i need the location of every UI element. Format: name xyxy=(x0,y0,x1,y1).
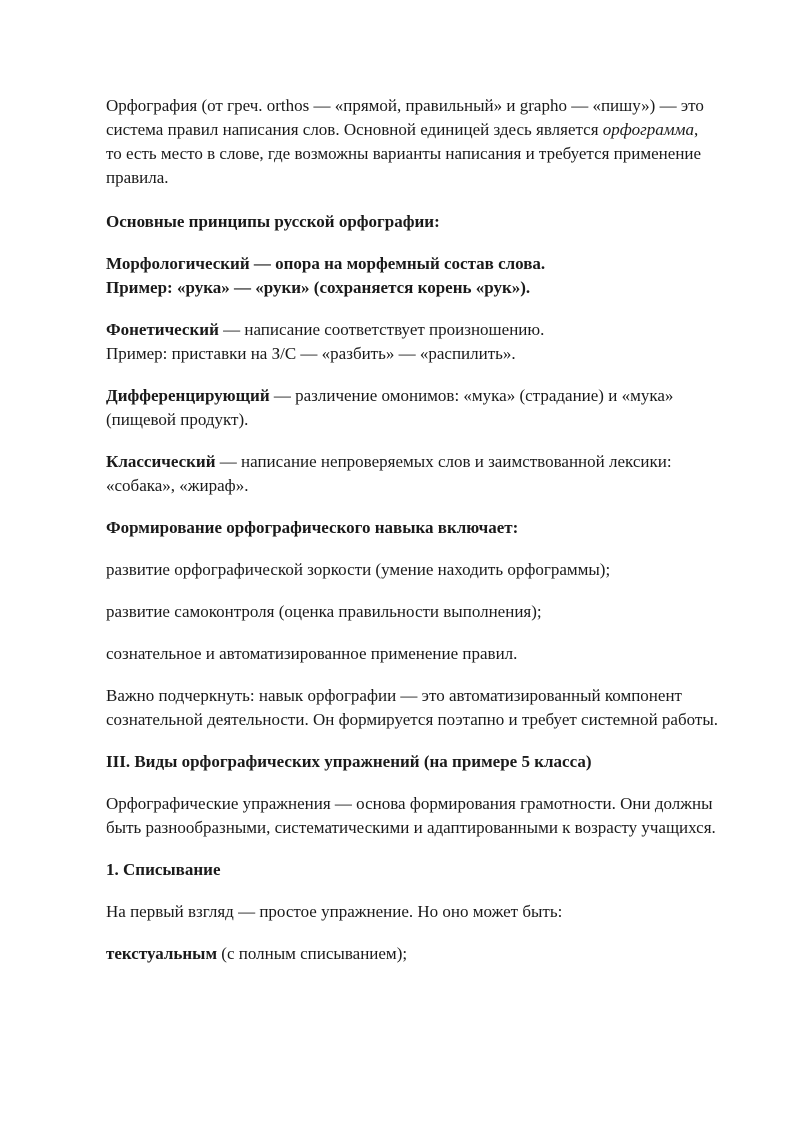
skill-heading: Формирование орфографического навыка включает: xyxy=(106,518,519,537)
principle-phonetic-example: Пример: приставки на З/С — «разбить» — «распилить». xyxy=(106,344,516,363)
principle-differentiating xyxy=(106,384,718,432)
principle-phonetic-desc: — написание соответствует произношению. xyxy=(218,320,545,339)
section3-heading: III. Виды орфографических упражнений (на примере 5 класса) xyxy=(106,752,592,771)
subsection1-item xyxy=(106,942,718,966)
skill-item: развитие орфографической зоркости (умение находить орфограммы); xyxy=(106,560,611,579)
principle-classical-desc: — написание непроверяемых слов и заимствованной лексики: «собака», «жираф». xyxy=(106,452,672,495)
skill-item: развитие самоконтроля (оценка правильности выполнения); xyxy=(106,602,542,621)
subsection1-heading: 1. Списывание xyxy=(106,860,221,879)
principle-classical-name: Классический xyxy=(106,452,216,471)
principle-phonetic xyxy=(106,318,718,366)
principle-differentiating-name: Дифференцирующий xyxy=(106,386,270,405)
skill-item: сознательное и автоматизированное применение правил. xyxy=(106,644,518,663)
subsection1-text: На первый взгляд — простое упражнение. Но оно может быть: xyxy=(106,902,563,921)
intro-text-start: Орфография (от греч. orthos — «прямой, правильный» и grapho — «пишу») — это система правил написания слов. Основной единицей здесь является xyxy=(106,96,704,139)
principle-morphological-line1: Морфологический — опора на морфемный состав слова. xyxy=(106,254,546,273)
principles-heading: Основные принципы русской орфографии: xyxy=(106,212,440,231)
principle-phonetic-name: Фонетический xyxy=(106,320,219,339)
subsection1-item-rest: (с полным списыванием); xyxy=(217,944,408,963)
intro-paragraph xyxy=(106,94,718,190)
intro-term: орфограмма xyxy=(602,120,694,139)
intro-text-end: , то есть место в слове, где возможны варианты написания и требуется применение правила. xyxy=(106,120,702,187)
document-page xyxy=(106,94,718,966)
skill-note: Важно подчеркнуть: навык орфографии — это автоматизированный компонент сознательной деятельности. Он формируется поэтапно и требует системной работы. xyxy=(106,686,718,729)
principle-morphological xyxy=(106,252,718,300)
subsection1-item-bold: текстуальным xyxy=(106,944,218,963)
section3-intro: Орфографические упражнения — основа формирования грамотности. Они должны быть разнообразными, систематическими и адаптированными к возрасту учащихся. xyxy=(106,794,716,837)
principle-morphological-line2: Пример: «рука» — «руки» (сохраняется корень «рук»). xyxy=(106,278,531,297)
principle-classical xyxy=(106,450,718,498)
principle-differentiating-desc: — различение омонимов: «мука» (страдание) и «мука» (пищевой продукт). xyxy=(106,386,674,429)
